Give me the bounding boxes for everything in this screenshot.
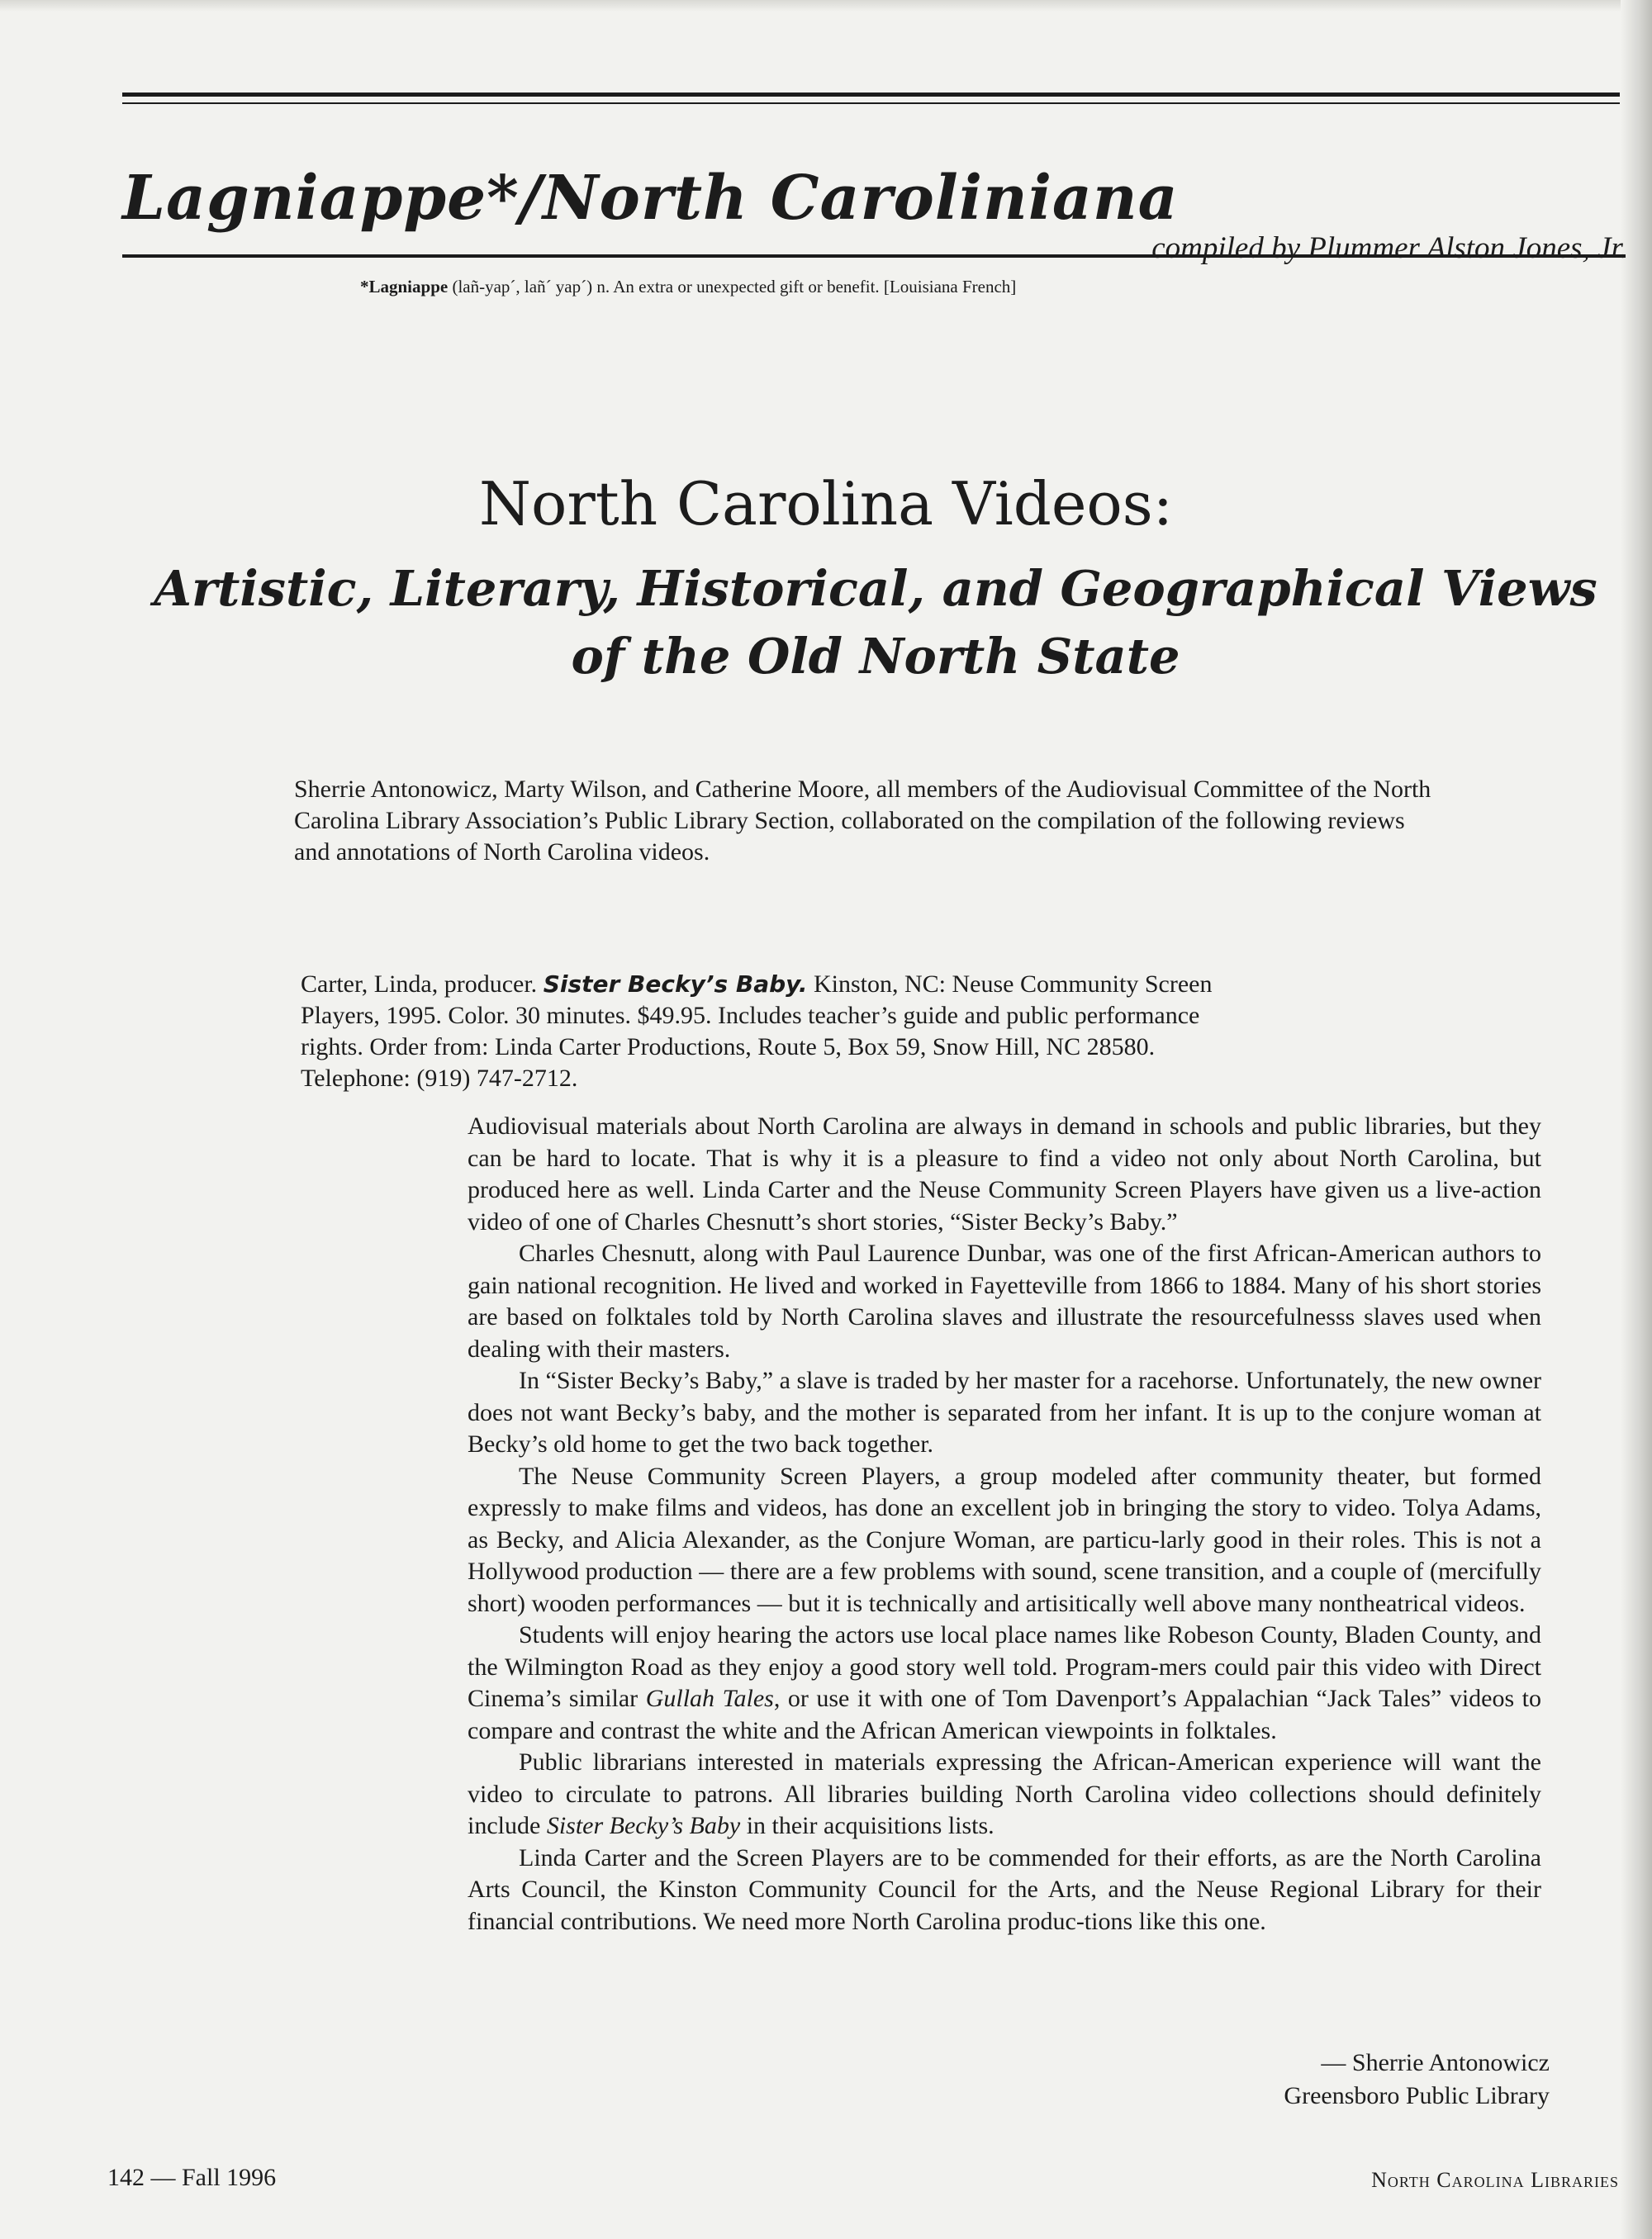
- review-paragraph: The Neuse Community Screen Players, a group modeled after community theater, but formed expressly to make films and videos, has done an excellent job in bringing the story to video. Tolya Adams, as Becky, and Alicia Alexander, as the Conjure Woman, are particu-larly good in their roles. This is not a Hollywood production — there are a few problems with sound, scene transition, and a couple of (mercifully short) wooden performances — but it is technically and artisitically well above many nontheatrical videos.: [468, 1462, 1541, 1617]
- footnote-term: *Lagniappe: [360, 277, 449, 296]
- reviewer-name: — Sherrie Antonowicz: [1321, 2049, 1550, 2076]
- article-title: North Carolina Videos:: [479, 469, 1173, 538]
- video-citation: [301, 969, 1242, 1094]
- review-text: in their acquisitions lists.: [740, 1812, 995, 1839]
- review-text: , or use it with one of Tom Davenport’s Appalachian “Jack Tales” videos to compare and contrast the white and the African American viewpoints in folktales.: [468, 1685, 1542, 1744]
- lagniappe-footnote: [360, 274, 1104, 299]
- page-top-shadow: [0, 0, 1652, 12]
- journal-name: North Carolina Libraries: [1371, 2168, 1619, 2192]
- reviewer-affiliation: Greensboro Public Library: [1284, 2082, 1550, 2109]
- subtitle-line-1: Artistic, Literary, Historical, and Geographical Views: [154, 560, 1597, 617]
- review-paragraph: [468, 1747, 1541, 1843]
- header-rule-thin: [122, 102, 1620, 104]
- column-title: Lagniappe*/North Caroliniana: [122, 163, 1179, 234]
- compiled-by-credit: compiled by Plummer Alston Jones, Jr.: [1151, 231, 1627, 265]
- review-paragraph: In “Sister Becky’s Baby,” a slave is traded by her master for a racehorse. Unfortunately, the new owner does not want Becky’s baby, and the mother is separated from her infant. It is up to the conjure woman at Becky’s old home to get the two back together.: [468, 1367, 1541, 1458]
- footnote-definition: (lañ-yap´, lañ´ yap´) n. An extra or unexpected gift or benefit. [Louisiana French]: [448, 277, 1017, 296]
- citation-details: Kinston, NC: Neuse Community Screen Players, 1995. Color. 30 minutes. $49.95. Includes teacher’s guide and public performance rights. Order from: Linda Carter Productions, Route 5, Box 59, Snow Hill, NC 28580. Telephone: (919) 747-2712.: [301, 970, 1213, 1092]
- citation-title: Sister Becky’s Baby.: [543, 970, 808, 998]
- subtitle-line-2: of the Old North State: [571, 628, 1180, 685]
- review-text: Public librarians interested in materials expressing the African-American experience will want the video to circulate to patrons. All libraries building North Carolina video collections should definitely include: [468, 1748, 1541, 1839]
- citation-producer: Carter, Linda, producer.: [301, 970, 544, 998]
- reviewer-signature: [1074, 2047, 1550, 2113]
- review-italic-title: Sister Becky’s Baby: [546, 1812, 741, 1839]
- review-italic-title: Gullah Tales: [645, 1685, 774, 1712]
- review-paragraph: Linda Carter and the Screen Players are to be commended for their efforts, as are the North Carolina Arts Council, the Kinston Community Council for the Arts, and the Neuse Regional Library for their financial contributions. We need more North Carolina produc-tions like this one.: [468, 1843, 1541, 1935]
- review-paragraph: Audiovisual materials about North Carolina are always in demand in schools and public libraries, but they can be hard to locate. That is why it is a pleasure to find a video not only about North Carolina, but produced here as well. Linda Carter and the Neuse Community Screen Players have given us a live-action video of one of Charles Chesnutt’s short stories, “Sister Becky’s Baby.”: [468, 1112, 1541, 1236]
- article-subtitle: [149, 555, 1602, 690]
- page-number-issue: 142 — Fall 1996: [107, 2164, 277, 2191]
- header-rule-thick: [122, 93, 1620, 97]
- intro-paragraph: Sherrie Antonowicz, Marty Wilson, and Catherine Moore, all members of the Audiovisual Committee of the North Carolina Library Association’s Public Library Section, collaborated on the compilation of the following reviews and annotations of North Carolina videos.: [294, 776, 1431, 866]
- review-paragraph: [468, 1620, 1541, 1747]
- review-text: Students will enjoy hearing the actors use local place names like Robeson County, Bladen County, and the Wilmington Road as they enjoy a good story well told. Program-mers could pair this video with Direct Cinema’s similar: [468, 1621, 1541, 1712]
- review-paragraph: Charles Chesnutt, along with Paul Laurence Dunbar, was one of the first African-American authors to gain national recognition. He lived and worked in Fayetteville from 1866 to 1884. Many of his short stories are based on folktales told by North Carolina slaves and illustrate the resourcefulnesss slaves used when dealing with their masters.: [468, 1240, 1541, 1363]
- review-body: [468, 1111, 1541, 1938]
- page-edge-shadow: [1621, 0, 1652, 2239]
